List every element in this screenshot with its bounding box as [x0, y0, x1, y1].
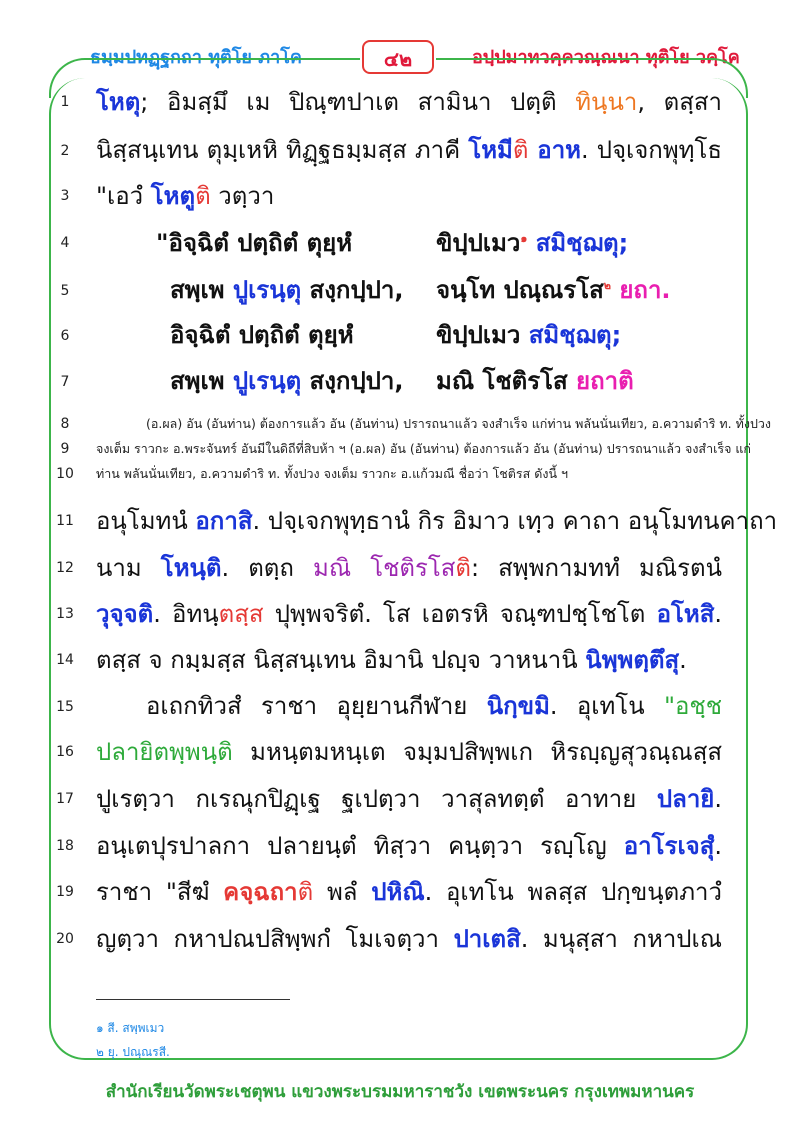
line-number: 6	[60, 328, 70, 344]
line-number: 1	[60, 94, 70, 110]
text-run: มหนฺตมหนฺเต จมฺมปสิพฺพเก หิรญฺญสุวณฺณสฺส	[232, 738, 722, 766]
emphasis-word: นิกฺขมิ	[486, 692, 550, 720]
emphasis-word: ปาเตสิ	[453, 925, 521, 953]
line-number: 12	[56, 560, 74, 576]
text-line-11	[96, 505, 778, 537]
line-number: 13	[56, 606, 74, 622]
text-run: . อิทนฺ	[153, 600, 219, 628]
text-line-20	[96, 923, 722, 955]
text-run: .	[714, 832, 722, 860]
text-line-18	[96, 830, 722, 862]
text-run: , ตสฺสา	[637, 88, 722, 116]
line-number: 7	[60, 374, 70, 390]
line-number: 10	[56, 466, 74, 482]
text-run: .	[714, 600, 722, 628]
line-number: 9	[60, 441, 70, 457]
text-run: อเถกทิวสํ ราชา อุยฺยานกีฬาย	[146, 692, 487, 720]
emphasis-word: วุจฺจติ	[96, 600, 154, 628]
emphasis-word: สมิชฺฌตุ;	[527, 229, 629, 257]
text-run: นิสฺสนฺเทน ตุมฺเหหิ ทิฏฺฐธมฺมสฺส ภาคี	[96, 136, 469, 164]
emphasis-word: อาห	[528, 136, 581, 164]
footer-institution: สำนักเรียนวัดพระเชตุพน แขวงพระบรมมหาราชวัง เขตพระนคร กรุงเทพมหานคร	[105, 1082, 695, 1102]
emphasis-word: นิพฺพตฺตึสุ	[585, 646, 680, 674]
verse-line-4a	[170, 365, 404, 397]
text-run: พลํ	[313, 878, 372, 906]
line-number: 4	[60, 235, 70, 251]
verse-line-2b	[436, 274, 671, 306]
text-run: ; อิมสฺมึ เม ปิณฺฑปาเต สามินา ปตฺติ	[140, 88, 576, 116]
text-run: วตฺวา	[210, 182, 275, 210]
text-line-13	[96, 598, 722, 630]
line-number: 20	[56, 931, 74, 947]
emphasis-word: ปูเรนฺตุ	[232, 276, 302, 304]
line-number: 19	[56, 884, 74, 900]
emphasis-word: อกาสิ	[195, 507, 253, 535]
emphasis-word: คจฺฉถา	[223, 878, 298, 906]
verse-text: ขิปฺปเมว	[436, 229, 521, 257]
emphasis-word: ปลายิ	[656, 785, 715, 813]
verse-text: สงฺกปฺปา,	[301, 367, 404, 395]
verse-line-3b	[436, 319, 621, 351]
line-number: 14	[56, 652, 74, 668]
text-run: .	[679, 646, 687, 674]
text-run: ปูเรตฺวา กเรณุกปิฏฺเฐ ฐเปตฺวา วาสุลทตฺตํ อาทาย	[96, 785, 657, 813]
page-number: ๔๒	[362, 40, 434, 74]
translation-line-8: (อ.ผล) อัน (อันท่าน) ต้องการแล้ว อัน (อันท่าน) ปรารถนาแล้ว จงสำเร็จ แก่ท่าน พลันนั่นเทียว, อ.ความดำริ ท. ทั้งปวง	[146, 416, 771, 431]
verse-text: สพฺเพ	[170, 276, 233, 304]
text-run: . ปจฺเจกพุทฺธานํ กิร อิมาว เทฺว คาถา อนุโมทนคาถา	[252, 507, 778, 535]
text-run: นาม	[96, 554, 161, 582]
text-line-15	[146, 690, 722, 722]
text-line-1	[96, 86, 722, 118]
line-number: 17	[56, 791, 74, 807]
header-chapter-title: อปฺปมาทวคฺควณฺณนา ทุติโย วคฺโค	[472, 47, 740, 68]
verse-text: จนฺโท ปณฺณรโส	[436, 276, 604, 304]
emphasis-word: ยถา.	[611, 276, 671, 304]
line-number: 15	[56, 699, 74, 715]
emphasis-word: ปลายิตพฺพนฺติ	[96, 738, 233, 766]
verse-text: สพฺเพ	[170, 367, 233, 395]
quote-marker: ติ	[455, 554, 471, 582]
text-line-16	[96, 736, 722, 768]
verse-line-2a	[170, 274, 404, 306]
emphasis-word: โหนฺติ	[160, 554, 222, 582]
translation-line-9: จงเต็ม ราวกะ อ.พระจันทร์ อันมีในดิถีที่สิบห้า ฯ (อ.ผล) อัน (อันท่าน) ต้องการแล้ว อัน (อันท่าน) ปรารถนาแล้ว จงสำเร็จ แก่	[96, 441, 751, 456]
text-run: อนฺเตปุรปาลกา ปลายนฺตํ ทิสฺวา คนฺตฺวา รญฺโญ	[96, 832, 624, 860]
emphasis-word: โหมี	[468, 136, 513, 164]
emphasis-word: อาโรเจสุํ	[623, 832, 715, 860]
footnote-divider	[96, 999, 290, 1000]
footnote-marker: ๑	[520, 232, 528, 245]
text-line-2	[96, 134, 722, 166]
emphasis-word: ทินฺนา	[575, 88, 638, 116]
translation-line-10: ท่าน พลันนั่นเทียว, อ.ความดำริ ท. ทั้งปวง จงเต็ม ราวกะ อ.แก้วมณี ชื่อว่า โชติรส ดังนี้ ฯ	[96, 466, 568, 481]
line-number: 2	[60, 143, 70, 159]
emphasis-word: ยถาติ	[576, 367, 634, 395]
text-run: . ปจฺเจกพุทฺโธ	[581, 136, 723, 164]
text-run: ญตฺวา กหาปณปสิพฺพกํ โมเจตฺวา	[96, 925, 454, 953]
line-number: 16	[56, 744, 74, 760]
line-number: 3	[60, 188, 70, 204]
verse-text: สงฺกปฺปา,	[301, 276, 404, 304]
footnote-2: ๒ ยุ. ปณฺณรสี.	[96, 1045, 170, 1059]
verse-line-3a: อิจฺฉิตํ ปตฺถิตํ ตุยฺหํ	[170, 321, 354, 349]
emphasis-word: ปหิณิ	[371, 878, 425, 906]
line-number: 8	[60, 416, 70, 432]
quote-marker: ติ	[195, 182, 211, 210]
text-line-3	[96, 180, 722, 212]
text-run: ราชา "สีฆํ	[96, 878, 224, 906]
emphasis-word: อโหสิ	[656, 600, 715, 628]
footnote-marker: ๒	[603, 279, 611, 292]
verse-text: มณิ โชติรโส	[436, 367, 576, 395]
text-run: . ตตฺถ	[221, 554, 314, 582]
footnote-1: ๑ สี. สพฺพเมว	[96, 1021, 165, 1035]
line-number: 5	[60, 283, 70, 299]
quote-marker: ติ	[512, 136, 529, 164]
text-line-17	[96, 783, 722, 815]
emphasis-word: "อชฺช	[663, 692, 722, 720]
line-number: 11	[56, 513, 74, 529]
text-run: : สพฺพกามททํ มณิรตนํ	[470, 554, 722, 582]
text-run: ตสฺส จ กมฺมสฺส นิสฺสนฺเทน อิมานิ ปญฺจ วาหนานิ	[96, 646, 586, 674]
emphasis-word: ปูเรนฺตุ	[232, 367, 302, 395]
text-line-12	[96, 552, 722, 584]
verse-line-4b	[436, 365, 634, 397]
verse-text: ขิปฺปเมว	[436, 321, 529, 349]
emphasis-word: มณิ โชติรโส	[313, 554, 456, 582]
text-run: "เอวํ	[96, 182, 151, 210]
emphasis-word: โหตุ	[96, 88, 141, 116]
quote-marker: ติ	[297, 878, 314, 906]
text-run: ปุพฺพจริตํ. โส เอตรหิ จณฺฑปชฺโชโต	[263, 600, 657, 628]
text-run: . มนุสฺสา กหาปเณ	[520, 925, 722, 953]
text-run: อนุโมทนํ	[96, 507, 196, 535]
text-line-14	[96, 644, 722, 676]
verse-line-1b	[436, 227, 628, 259]
verse-line-1a: "อิจฺฉิตํ ปตฺถิตํ ตุยฺหํ	[156, 229, 353, 257]
header-book-title: ธมฺมปทฏฺฐกถา ทุติโย ภาโค	[90, 47, 302, 68]
emphasis-word: โหตู	[150, 182, 196, 210]
text-run: . อุเทโน	[549, 692, 664, 720]
line-number: 18	[56, 838, 74, 854]
text-line-19	[96, 876, 722, 908]
text-run: .	[714, 785, 722, 813]
text-run: . อุเทโน พลสฺส ปกฺขนฺตภาวํ	[424, 878, 723, 906]
emphasis-word: สมิชฺฌตุ;	[528, 321, 622, 349]
emphasis-word: ตสฺส	[218, 600, 264, 628]
